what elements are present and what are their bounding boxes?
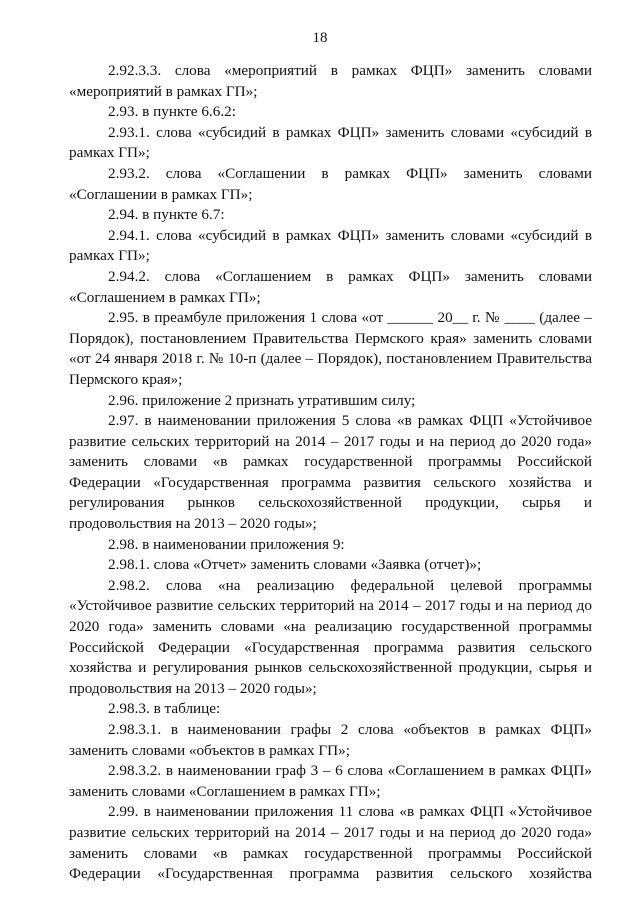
paragraph: 2.98.1. слова «Отчет» заменить словами «Заявка (отчет)»;: [108, 556, 482, 574]
paragraph: 2.93.1. слова «субсидий в рамках ФЦП» заменить словами «субсидий в рамках ГП»;: [69, 123, 592, 162]
document-body: [69, 61, 592, 885]
paragraph: 2.93. в пункте 6.6.2:: [108, 103, 236, 121]
paragraph: 2.95. в преамбуле приложения 1 слова «от ______ 20__ г. № ____ (далее – Порядок), постановлением Правительства Пермского края» заменить словами «от 24 января 2018 г. № 10-п (далее – Порядок), постановлением Правительства Пермского края»;: [69, 309, 592, 388]
paragraph: 2.94. в пункте 6.7:: [108, 206, 225, 224]
paragraph: 2.92.3.3. слова «мероприятий в рамках ФЦП» заменить словами «мероприятий в рамках ГП»;: [69, 62, 592, 100]
paragraph: 2.93.2. слова «Соглашении в рамках ФЦП» заменить словами «Соглашении в рамках ГП»;: [69, 164, 592, 203]
paragraph: 2.96. приложение 2 признать утратившим силу;: [108, 391, 416, 409]
paragraph: 2.97. в наименовании приложения 5 слова «в рамках ФЦП «Устойчивое развитие сельских территорий на 2014 – 2017 годы и на период до 2020 года» заменить словами «в рамках государственной программы Российской Федерации «Государственная программа развития сельского хозяйства и регулирования рынков сельскохозяйственной продукции, сырья и продовольствия на 2013 – 2020 годы»;: [69, 412, 592, 533]
paragraph: 2.94.2. слова «Соглашением в рамках ФЦП» заменить словами «Соглашением в рамках ГП»;: [69, 267, 592, 306]
paragraph: 2.98.3. в таблице:: [108, 700, 221, 718]
page-number: 18: [312, 30, 328, 46]
paragraph: 2.99. в наименовании приложения 11 слова «в рамках ФЦП «Устойчивое развитие сельских территорий на 2014 – 2017 годы и на период до 2020 года» заменить словами «в рамках государственной программы Российской Федерации «Государственная программа развития сельского хозяйства: [69, 803, 592, 883]
paragraph: 2.98.2. слова «на реализацию федеральной целевой программы «Устойчивое развитие сельских территорий на 2014 – 2017 годы и на период до 2020 года» заменить словами «на реализацию государственной программы Российской Федерации «Государственная программа развития сельского хозяйства и регулирования рынков сельскохозяйственной продукции, сырья и продовольствия на 2013 – 2020 годы»;: [69, 576, 592, 697]
paragraph: 2.98.3.1. в наименовании графы 2 слова «объектов в рамках ФЦП» заменить словами «объектов в рамках ГП»;: [69, 721, 592, 759]
paragraph: 2.94.1. слова «субсидий в рамках ФЦП» заменить словами «субсидий в рамках ГП»;: [69, 226, 592, 265]
paragraph: 2.98. в наименовании приложения 9:: [108, 535, 345, 553]
paragraph: 2.98.3.2. в наименовании граф 3 – 6 слова «Соглашением в рамках ФЦП» заменить словами «Соглашением в рамках ГП»;: [69, 762, 592, 800]
